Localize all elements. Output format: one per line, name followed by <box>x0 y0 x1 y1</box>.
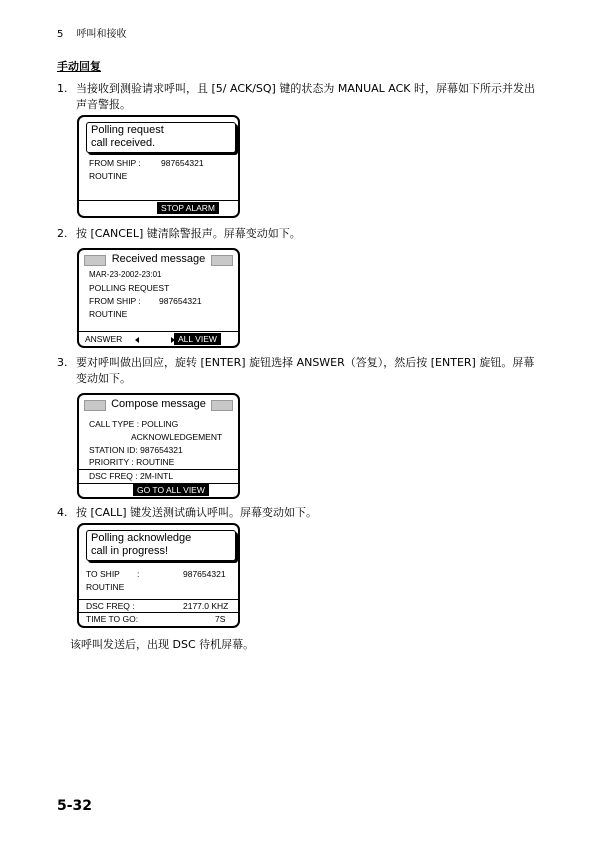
screen-compose-message <box>77 393 240 499</box>
step-text: 按 [CANCEL] 键清除警报声。屏幕变动如下。 <box>76 227 301 240</box>
step-number: 3. <box>57 356 68 369</box>
stop-alarm-button[interactable]: STOP ALARM <box>157 202 219 214</box>
screen-title: Received message <box>111 253 206 265</box>
dsc-freq-row: DSC FREQ : 2M-INTL <box>89 471 174 481</box>
step-4 <box>57 505 537 521</box>
divider <box>79 599 238 600</box>
step-2 <box>57 226 537 242</box>
popup-line-1: Polling acknowledge <box>91 532 192 544</box>
title-bar <box>84 253 233 266</box>
chapter-title: 呼叫和接收 <box>76 29 127 40</box>
step-3 <box>57 355 537 387</box>
screen-polling-request <box>77 115 240 218</box>
divider <box>79 200 238 201</box>
from-ship-value: 987654321 <box>161 158 204 168</box>
divider <box>79 612 238 613</box>
go-to-all-view-button[interactable]: GO TO ALL VIEW <box>133 484 209 496</box>
step-number: 1. <box>57 82 68 95</box>
page-number: 5-32 <box>57 798 93 814</box>
all-view-button[interactable]: ALL VIEW <box>174 333 221 345</box>
screen-title: Compose message <box>111 398 206 410</box>
step-1 <box>57 81 537 113</box>
to-ship-value: 987654321 <box>183 569 226 579</box>
step-text: 当接收到测验请求呼叫，且 [5/ ACK/SQ] 键的状态为 MANUAL ACK 时，屏幕如下所示并发出声音警报。 <box>76 82 536 111</box>
message-date: MAR-23-2002-23:01 <box>89 270 162 279</box>
station-id-row: STATION ID: 987654321 <box>89 445 183 455</box>
step-number: 4. <box>57 506 68 519</box>
progress-popup <box>86 530 236 561</box>
popup-line-2: call in progress! <box>91 545 169 557</box>
divider <box>79 331 238 332</box>
answer-option[interactable]: ANSWER <box>85 334 123 344</box>
priority-value: ROUTINE <box>89 171 128 181</box>
alert-popup <box>86 122 236 153</box>
running-header <box>57 25 127 40</box>
priority-row: PRIORITY : ROUTINE <box>89 457 175 467</box>
priority-value: ROUTINE <box>89 309 128 319</box>
dsc-freq-value: 2177.0 KHZ <box>183 601 229 611</box>
from-ship-label: FROM SHIP : <box>89 296 141 306</box>
from-ship-value: 987654321 <box>159 296 202 306</box>
step-text: 要对呼叫做出回应，旋转 [ENTER] 旋钮选择 ANSWER（答复），然后按 [ENTER] 旋钮。屏幕变动如下。 <box>76 356 535 385</box>
step-text: 按 [CALL] 键发送测试确认呼叫。屏幕变动如下。 <box>76 506 318 519</box>
to-ship-colon: : <box>137 569 140 579</box>
section-title: 手动回复 <box>57 60 101 73</box>
closing-text: 该呼叫发送后，出现 DSC 待机屏幕。 <box>70 638 255 651</box>
from-ship-label: FROM SHIP : <box>89 158 141 168</box>
time-to-go-value: 7S <box>215 614 226 624</box>
call-type-continued: ACKNOWLEDGEMENT <box>131 432 223 442</box>
call-type: POLLING REQUEST <box>89 283 170 293</box>
title-bar <box>84 398 233 411</box>
popup-line-1: Polling request <box>91 124 164 136</box>
call-type-row: CALL TYPE : POLLING <box>89 419 179 429</box>
time-to-go-label: TIME TO GO: <box>86 614 139 624</box>
to-ship-label: TO SHIP <box>86 569 120 579</box>
divider <box>79 469 238 470</box>
chapter-number: 5 <box>57 29 64 40</box>
dsc-freq-label: DSC FREQ : <box>86 601 135 611</box>
popup-line-2: call received. <box>91 137 156 149</box>
priority-value: ROUTINE <box>86 582 125 592</box>
arrow-left-icon[interactable] <box>135 337 139 343</box>
screen-polling-acknowledge <box>77 523 240 628</box>
answer-row <box>85 334 175 344</box>
step-number: 2. <box>57 227 68 240</box>
screen-received-message <box>77 248 240 348</box>
